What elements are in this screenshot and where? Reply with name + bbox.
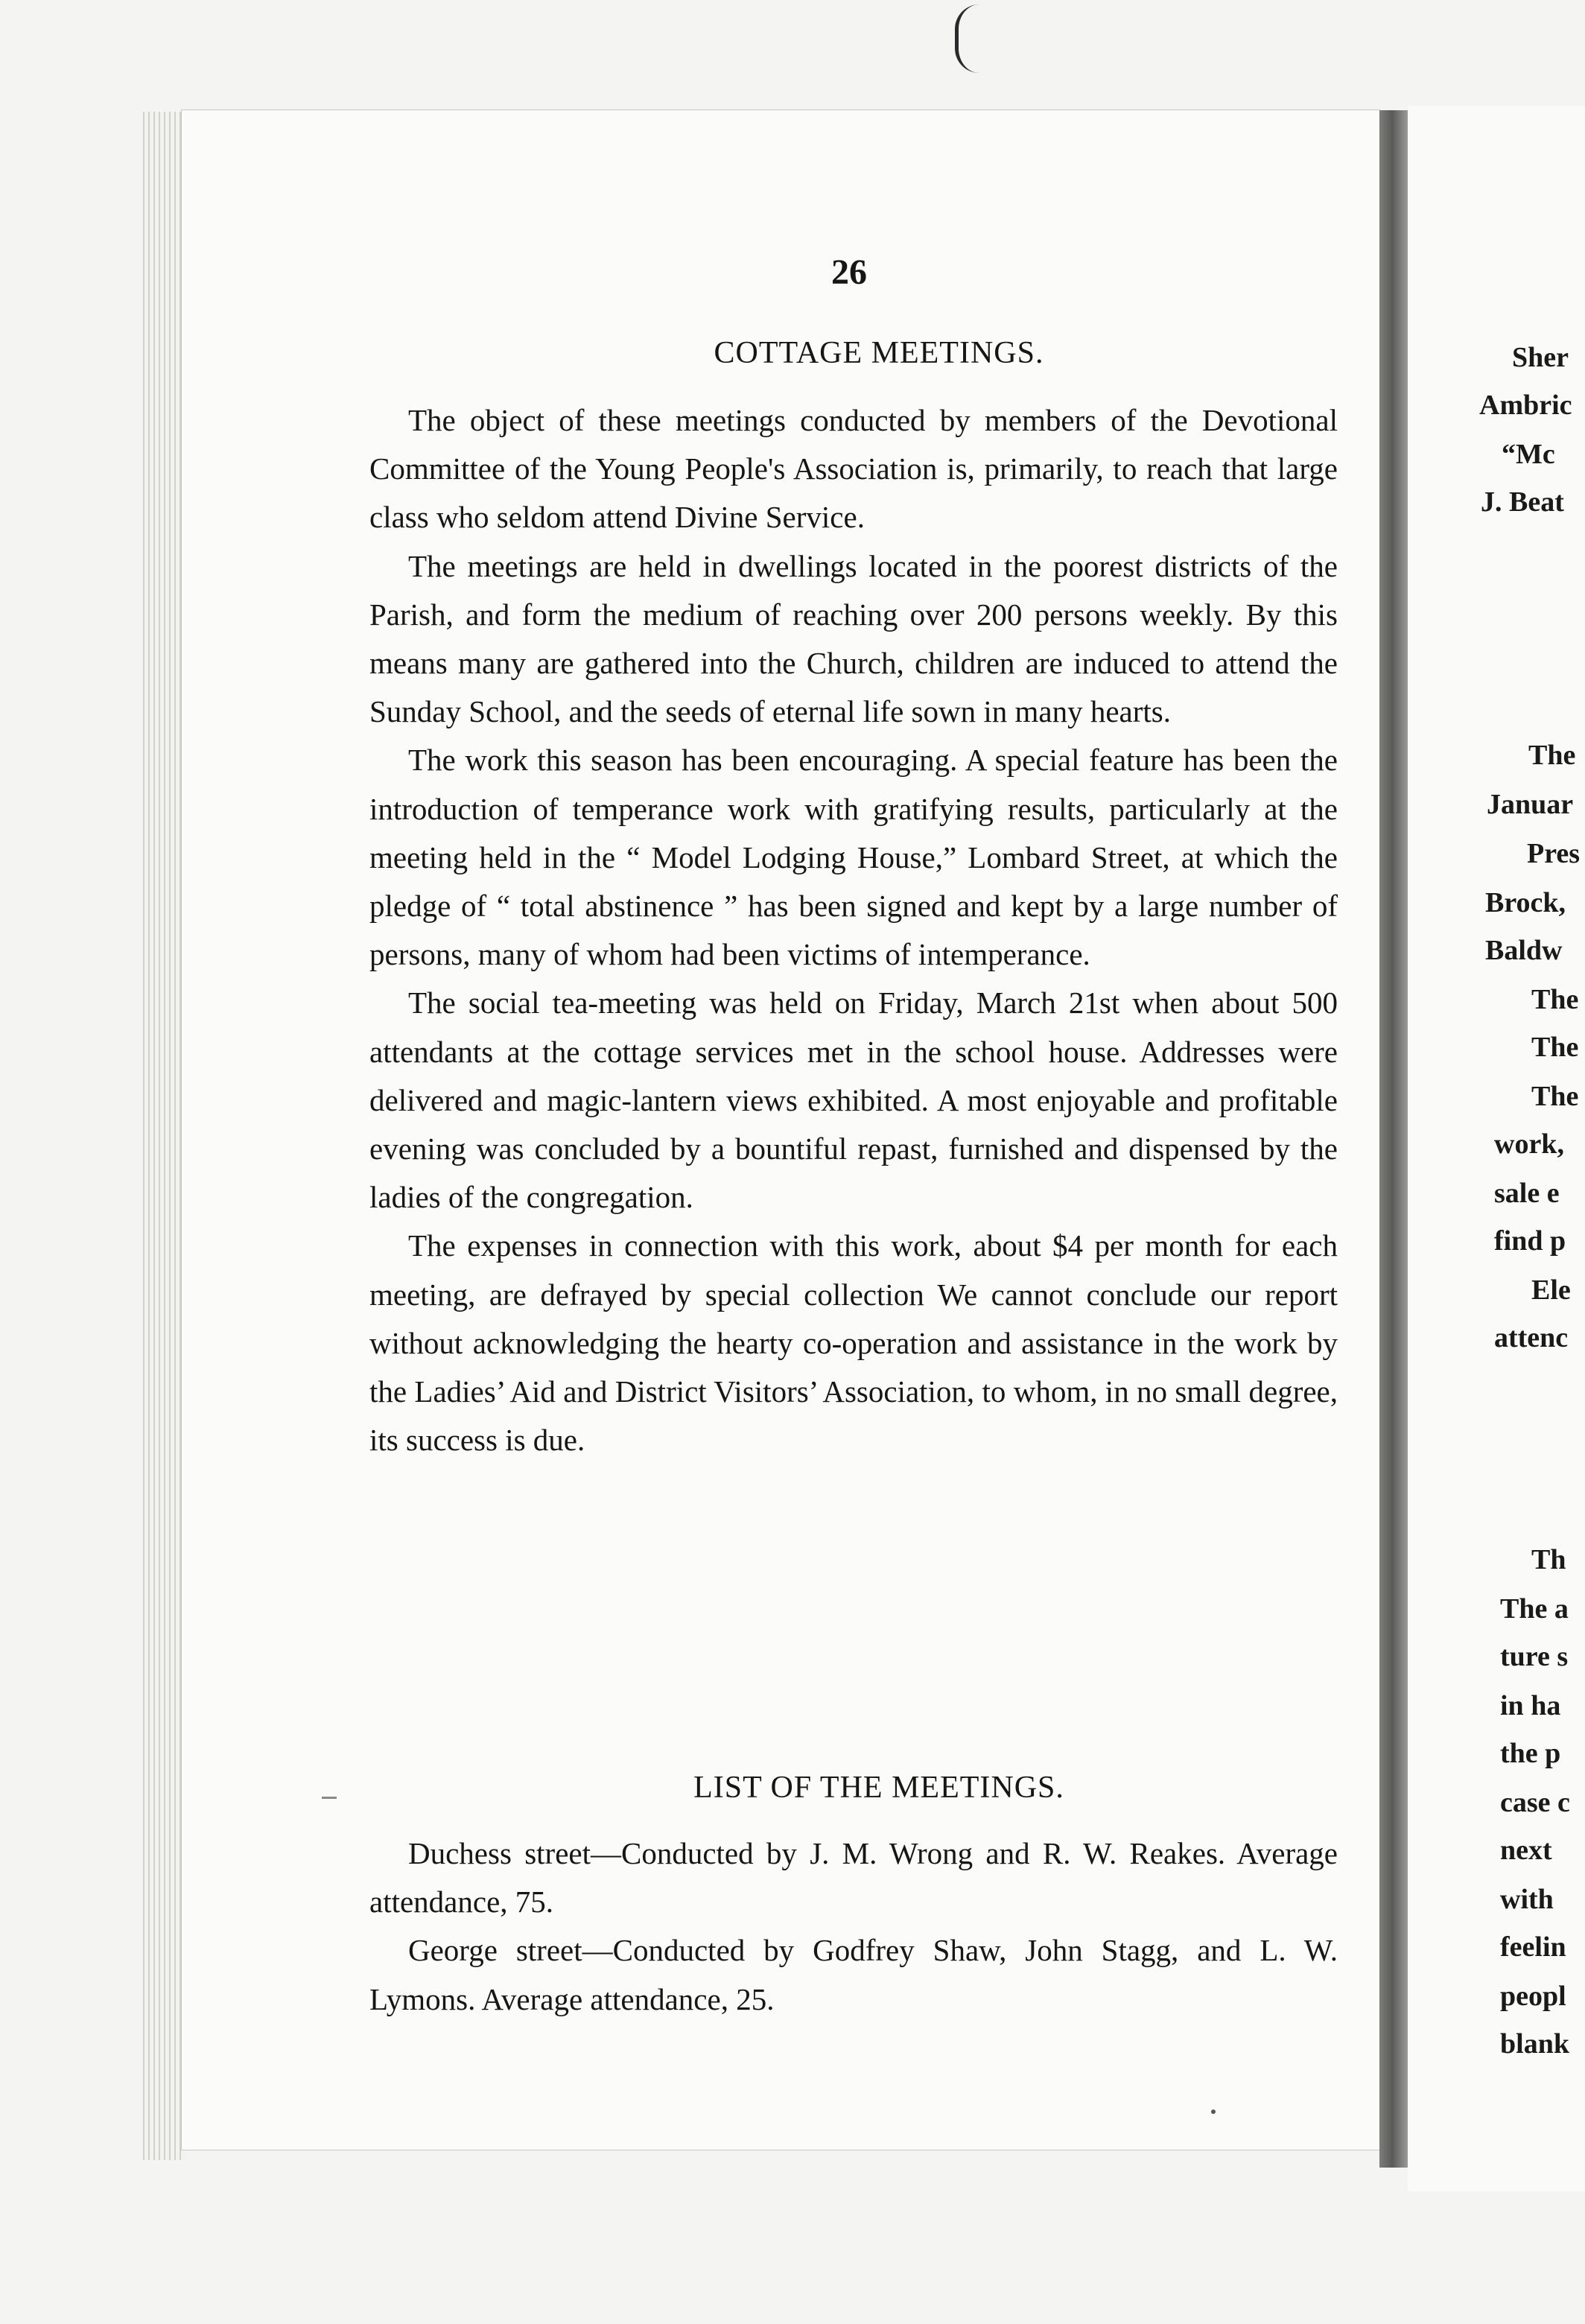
- facing-line: peopl: [1500, 1981, 1566, 2012]
- facing-line: ture s: [1500, 1641, 1569, 1672]
- facing-line: The: [1531, 1032, 1579, 1063]
- paragraph-5: The expenses in connection with this work, about $4 per month for each meeting, are defrayed by special collection We cannot conclude our report without acknowledging the hearty co-operation and assistance in the work by the Ladies’ Aid and District Visitors’ Association, to whom, in no small degree, its success is due.: [369, 1228, 1338, 1458]
- facing-line: The: [1528, 740, 1576, 771]
- facing-line: The a: [1500, 1593, 1569, 1625]
- facing-line: with: [1500, 1884, 1554, 1915]
- facing-line: feelin: [1500, 1931, 1566, 1963]
- facing-line: Januar: [1487, 789, 1574, 820]
- facing-line: Baldw: [1485, 935, 1563, 966]
- facing-line: Pres: [1527, 838, 1581, 869]
- facing-line: Brock,: [1485, 887, 1566, 918]
- list-item-george: George street—Conducted by Godfrey Shaw, John Stagg, and L. W. Lymons. Average attendance, 25.: [369, 1933, 1338, 2016]
- facing-line: Ele: [1531, 1274, 1571, 1306]
- facing-line: Ambric: [1479, 390, 1572, 421]
- scan-bracket-mark: [955, 4, 979, 73]
- facing-line: J. Beat: [1481, 486, 1564, 518]
- section-heading: COTTAGE MEETINGS.: [714, 336, 1044, 370]
- facing-line: “Mc: [1502, 439, 1555, 470]
- facing-line: blank: [1500, 2028, 1569, 2060]
- facing-line: in ha: [1500, 1690, 1561, 1721]
- paragraph-3: The work this season has been encouraging. A special feature has been the introduction of temperance work with gratifying results, particularly at the meeting held in the “ Model Lodging House,” Lombard Street, at which the pledge of “ total abstinence ” has been signed and kept by a large number of persons, many of whom had been victims of intemperance.: [369, 743, 1338, 972]
- paragraph-4: The social tea-meeting was held on Friday, March 21st when about 500 attendants at the cottage services met in the school house. Addresses were delivered and magic-lantern views exhibited. A most enjoyable and profitable evening was concluded by a bountiful repast, furnished and dispensed by the ladies of the congregation.: [369, 985, 1338, 1215]
- facing-line: work,: [1494, 1128, 1564, 1160]
- facing-line: find p: [1494, 1225, 1566, 1257]
- paragraph-1: The object of these meetings conducted by members of the Devotional Committee of the Young People's Association is, primarily, to reach that large class who seldom attend Divine Service.: [369, 403, 1338, 535]
- facing-line: next: [1500, 1835, 1552, 1866]
- paragraph-2: The meetings are held in dwellings located in the poorest districts of the Parish, and form the medium of reaching over 200 persons weekly. By this means many are gathered into the Church, children are induced to attend the Sunday School, and the seeds of eternal life sown in many hearts.: [369, 548, 1338, 729]
- body-text: [369, 396, 1338, 1464]
- facing-line: The: [1531, 1081, 1579, 1112]
- page-edges: [143, 112, 185, 2160]
- list-item-duchess: Duchess street—Conducted by J. M. Wrong and R. W. Reakes. Average attendance, 75.: [369, 1836, 1338, 1920]
- ink-speck: [1211, 2109, 1216, 2114]
- facing-line: attenc: [1494, 1322, 1569, 1353]
- facing-line: The: [1531, 984, 1579, 1015]
- book-gutter: [1379, 110, 1408, 2168]
- facing-line: the p: [1500, 1738, 1561, 1769]
- facing-line: sale e: [1494, 1178, 1560, 1209]
- page-number: 26: [831, 253, 867, 292]
- facing-line: Sher: [1512, 342, 1569, 373]
- facing-line: case c: [1500, 1787, 1570, 1818]
- margin-mark: [322, 1797, 337, 1799]
- meeting-list: [369, 1829, 1338, 2024]
- list-heading: LIST OF THE MEETINGS.: [693, 1771, 1064, 1805]
- facing-line: Th: [1531, 1544, 1566, 1575]
- facing-page: [1408, 106, 1585, 2191]
